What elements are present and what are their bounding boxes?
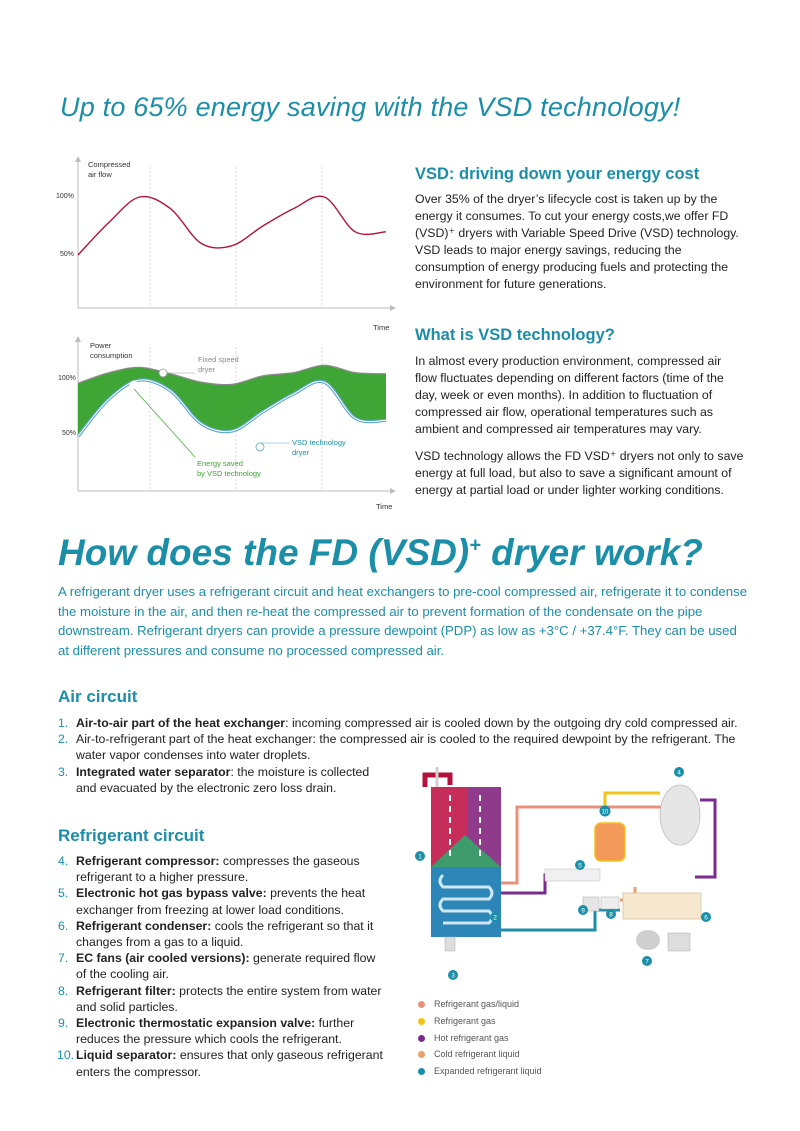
refrigerant-circuit-heading: Refrigerant circuit [58, 826, 205, 845]
badge-label: 9 [581, 907, 585, 915]
item-title: Air-to-air part of the heat exchanger [76, 716, 286, 730]
list-item [58, 1015, 383, 1047]
energy-saved-label-line1: Energy saved [197, 459, 243, 468]
list-item [58, 950, 383, 982]
y-tick-50: 50% [60, 251, 75, 258]
ec-fan [636, 930, 660, 950]
item-number: 10. [57, 1048, 75, 1063]
power-consumption-chart [50, 335, 400, 515]
list-item [58, 715, 748, 731]
how-intro: A refrigerant dryer uses a refrigerant circuit and heat exchangers to pre-cool compressed air, refrigerate it to condense the moisture in the air, and then re-heat the compressed air to prevent formation of the condensate on the pipe downstream. Refrigerant dryers can provide a pressure dewpoint (PDP) as low as +3°C / +37.4°F. They can be used at different pressures and consume no processed compressed air. [58, 584, 748, 658]
how-heading-text: How does the FD (VSD) [58, 532, 470, 573]
legend-swatch [418, 1035, 425, 1042]
badge-9 [578, 905, 588, 915]
item-title: EC fans (air cooled versions): [76, 951, 250, 966]
item-title: Liquid separator: [76, 1048, 177, 1063]
badge-label: 6 [704, 914, 708, 922]
refrigerant-compressor [660, 785, 700, 845]
item-number: 4. [58, 854, 69, 868]
fixed-speed-label-line2: dryer [198, 365, 216, 374]
y-axis-arrow [75, 336, 81, 342]
list-item [58, 853, 383, 885]
legend-item [418, 999, 519, 1009]
item-text: cools the refrigerant so that it changes from a gas to a liquid. [76, 918, 374, 950]
item-number: 1. [58, 716, 69, 730]
badge-label: 7 [645, 958, 649, 966]
item-number: 2. [58, 732, 69, 747]
vsd-label-line2: dryer [292, 448, 310, 457]
item-title: Electronic hot gas bypass valve: [76, 886, 267, 901]
air-flow-series-line [78, 196, 386, 255]
y-axis-label-line2: consumption [90, 351, 133, 360]
item-text: generate required flow of the cooling air. [76, 951, 376, 982]
energy-saved-label-line2: by VSD technology [197, 469, 261, 478]
y-tick-100: 100% [56, 193, 74, 200]
legend-label: Cold refrigerant liquid [434, 1049, 520, 1059]
what-body-2: VSD technology allows the FD VSD⁺ dryers not only to save energy at full load, but also to save a significant amount of energy at partial load or under lighter working conditions. [415, 449, 744, 497]
legend-label: Refrigerant gas [434, 1016, 496, 1026]
badge-6 [701, 912, 711, 922]
legend-item [418, 1066, 542, 1076]
what-heading: What is VSD technology? [415, 326, 615, 344]
drain [445, 937, 455, 951]
legend-label: Hot refrigerant gas [434, 1033, 509, 1043]
x-axis-arrow [390, 488, 396, 494]
badge-2 [490, 912, 500, 922]
fixed-speed-label-line1: Fixed speed [198, 355, 239, 364]
chart-gridlines [150, 167, 322, 308]
item-title: Integrated water separator [76, 764, 231, 779]
badge-label: 1 [418, 853, 422, 861]
item-number: 5. [58, 886, 69, 901]
badge-label: 4 [677, 769, 681, 777]
item-title: Electronic thermostatic expansion valve: [76, 1016, 316, 1031]
item-text: compresses the gaseous refrigerant to a higher pressure. [76, 854, 360, 885]
item-title: Refrigerant condenser: [76, 918, 212, 933]
air-flow-chart [50, 155, 400, 335]
y-axis-label-line1: Power [90, 341, 112, 350]
y-tick-50: 50% [62, 430, 77, 437]
legend-item [418, 1049, 520, 1059]
fan-motor [668, 933, 690, 951]
badge-label: 2 [493, 914, 497, 922]
badge-label: 3 [451, 972, 455, 980]
expanded-refrigerant-pipe [501, 907, 620, 930]
list-item [58, 983, 383, 1015]
item-sep: : [285, 716, 292, 730]
list-item [58, 764, 381, 796]
item-title: Refrigerant filter: [76, 983, 176, 998]
badge-4 [674, 767, 684, 777]
refrigerant-circuit-list [58, 853, 383, 1080]
vsd-body: Over 35% of the dryer’s lifecycle cost is taken up by the energy it consumes. To cut your energy costs,we offer FD (VSD)⁺ dryers with Variable Speed Drive (VSD) technology. VSD leads to major energy savings, reducing the consumption of energy producing fuels and protecting the environment for future generations. [415, 192, 739, 291]
energy-saved-marker [130, 381, 139, 390]
item-number: 7. [58, 951, 69, 966]
legend-item [418, 1016, 496, 1026]
item-sep: : [230, 764, 238, 779]
legend-swatch [418, 1051, 425, 1058]
item-text: Air-to-refrigerant part of the heat exchanger: the compressed air is cooled to the required dewpoint by the refrigerant. The water vapor condenses into water droplets. [76, 732, 736, 763]
x-axis-label: Time [373, 323, 390, 332]
vsd-marker [256, 443, 264, 451]
item-text: protects the entire system from water and solid particles. [76, 983, 382, 1014]
list-item [58, 731, 748, 763]
list-item [58, 885, 383, 917]
fixed-speed-marker [159, 369, 167, 377]
badge-8 [606, 909, 616, 919]
dryer-diagram [405, 765, 735, 990]
legend-label: Refrigerant gas/liquid [434, 999, 520, 1009]
item-text: further reduces the pressure which cools the refrigerant. [76, 1016, 355, 1047]
y-tick-100: 100% [58, 375, 76, 382]
refrigerant-condenser [623, 893, 701, 919]
y-axis-arrow [75, 156, 81, 162]
how-heading [58, 532, 703, 574]
y-axis-label-line2: air flow [88, 170, 112, 179]
air-circuit-heading: Air circuit [58, 687, 138, 706]
item-text: prevents the heat exchanger from freezing at lower load conditions. [76, 886, 366, 917]
x-axis-arrow [390, 305, 396, 311]
x-axis-label: Time [376, 502, 393, 511]
item-number: 3. [58, 764, 69, 779]
what-body-1: In almost every production environment, compressed air flow fluctuates depending on different factors (time of the day, week or even months). In addition to fluctuation of compressed air flow, operational temperatures such as ambient and compressed air temperatures may vary. [415, 354, 724, 436]
item-title: Refrigerant compressor: [76, 854, 220, 868]
page-title: Up to 65% energy saving with the VSD technology! [60, 92, 681, 122]
item-text: incoming compressed air is cooled down by the outgoing dry cold compressed air. [291, 716, 738, 730]
badge-label: 8 [609, 911, 613, 919]
badge-3 [448, 970, 458, 980]
badge-7 [642, 956, 652, 966]
badge-1 [415, 851, 425, 861]
y-axis-label-line1: Compressed [88, 160, 131, 169]
badge-label: 5 [578, 862, 582, 870]
badge-5 [575, 860, 585, 870]
refrigerant-filter [601, 897, 619, 909]
item-text: ensures that only gaseous refrigerant enters the compressor. [76, 1048, 383, 1079]
legend-swatch [418, 1068, 425, 1075]
item-number: 9. [58, 1016, 69, 1031]
vsd-label-line1: VSD technology [292, 438, 346, 447]
list-item [58, 1047, 383, 1079]
legend-swatch [418, 1001, 425, 1008]
item-number: 6. [58, 918, 69, 933]
legend-label: Expanded refrigerant liquid [434, 1066, 542, 1076]
list-item [58, 918, 383, 950]
item-number: 8. [58, 983, 69, 998]
how-heading-end: dryer work? [480, 532, 703, 573]
item-text: the moisture is collected and evacuated by the electronic zero loss drain. [76, 764, 370, 795]
vsd-heading: VSD: driving down your energy cost [415, 165, 700, 183]
legend-item [418, 1033, 509, 1043]
hot-gas-bypass-valve [545, 869, 600, 881]
legend-swatch [418, 1018, 425, 1025]
how-heading-sup: + [469, 534, 481, 557]
badge-label: 10 [601, 809, 609, 816]
liquid-separator [595, 823, 625, 861]
badge-10 [600, 806, 611, 817]
